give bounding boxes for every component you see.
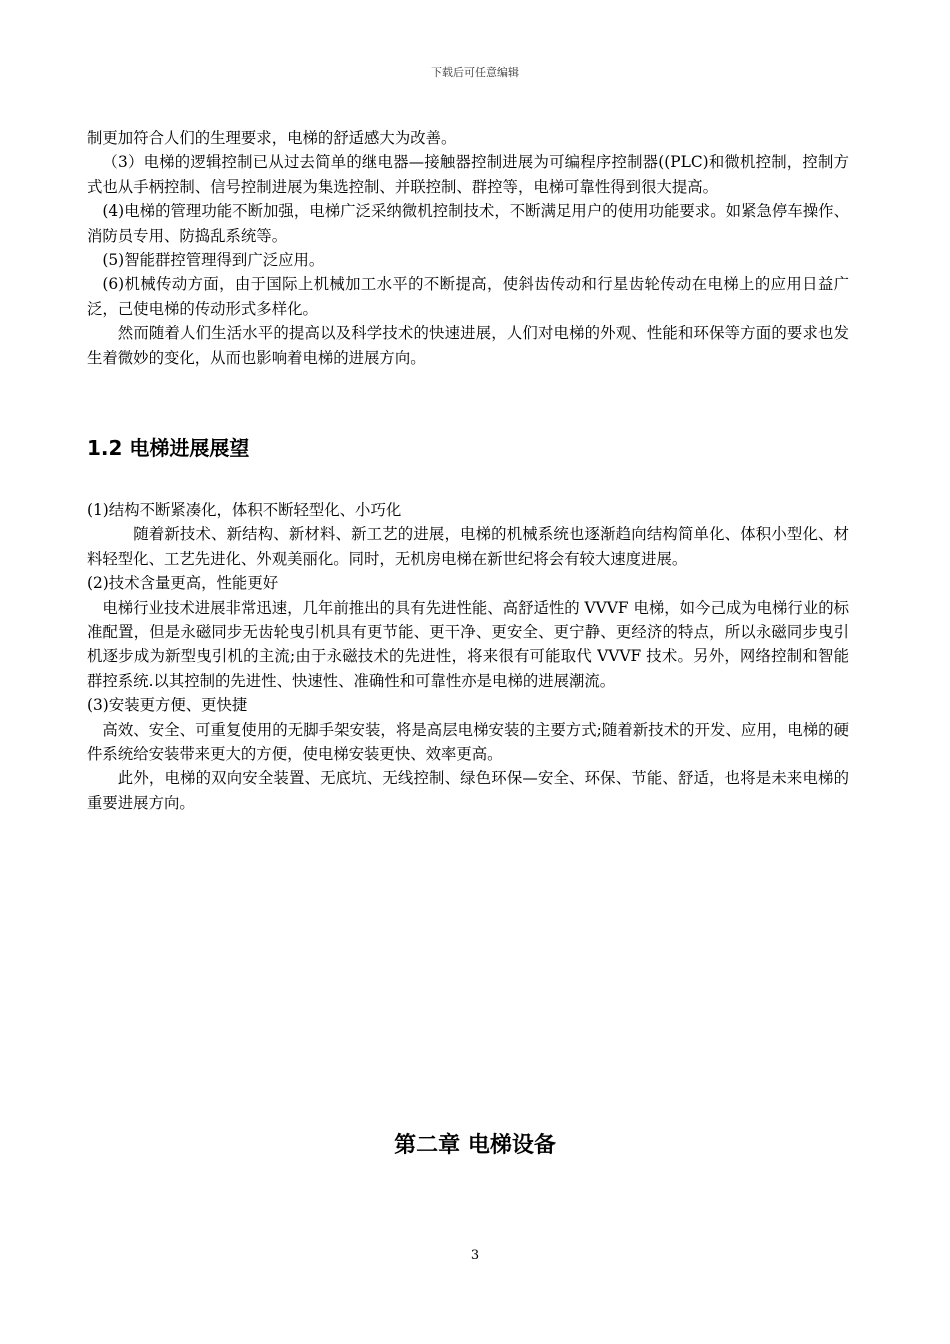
page-header: 下载后可任意编辑: [431, 66, 519, 79]
page-number: 3: [470, 1248, 480, 1263]
paragraph: (4)电梯的管理功能不断加强，电梯广泛采纳微机控制技术，不断满足用户的使用功能要求。如紧急停车操作、消防员专用、防捣乱系统等。: [87, 202, 849, 245]
section-1-body: [87, 126, 849, 370]
paragraph: 然而随着人们生活水平的提高以及科学技术的快速进展，人们对电梯的外观、性能和环保等方面的要求也发生着微妙的变化，从而也影响着电梯的进展方向。: [87, 324, 849, 367]
paragraph: 高效、安全、可重复使用的无脚手架安装，将是高层电梯安装的主要方式;随着新技术的开发、应用，电梯的硬件系统给安装带来更大的方便，使电梯安装更快、效率更高。: [87, 720, 849, 764]
paragraph: 制更加符合人们的生理要求，电梯的舒适感大为改善。: [87, 129, 457, 147]
paragraph: (2)技术含量更高，性能更好: [87, 574, 279, 593]
paragraph: (1)结构不断紧凑化，体积不断轻型化、小巧化: [87, 501, 402, 519]
section-heading: 1.2 电梯进展展望: [87, 436, 250, 460]
paragraph: (6)机械传动方面，由于国际上机械加工水平的不断提高，使斜齿传动和行星齿轮传动在电梯上的应用日益广泛，己使电梯的传动形式多样化。: [87, 275, 849, 318]
paragraph: （3）电梯的逻辑控制已从过去简单的继电器—接触器控制进展为可编程序控制器((PLC)和微机控制，控制方式也从手柄控制、信号控制进展为集选控制、并联控制、群控等，电梯可靠性得到很大提高。: [87, 153, 849, 196]
paragraph: 此外，电梯的双向安全装置、无底坑、无线控制、绿色环保—安全、环保、节能、舒适，也将是未来电梯的重要进展方向。: [87, 769, 849, 812]
chapter-title: 第二章 电梯设备: [394, 1133, 556, 1158]
paragraph: 电梯行业技术进展非常迅速，几年前推出的具有先进性能、高舒适性的 VVVF 电梯，如今己成为电梯行业的标准配置，但是永磁同步无齿轮曳引机具有更节能、更干净、更安全、更宁静、更经济的特点，所以永磁同步曳引机逐步成为新型曳引机的主流;由于永磁技术的先进性，将来很有可能取代 VVVF 技术。另外，网络控制和智能群控系统.以其控制的先进性、快速性、准确性和可靠性亦是电梯的进展潮流。: [87, 598, 849, 690]
paragraph: (3)安装更方便、更快捷: [87, 696, 248, 715]
paragraph: (5)智能群控管理得到广泛应用。: [102, 251, 325, 270]
section-2-body: [87, 498, 849, 815]
paragraph: 随着新技术、新结构、新材料、新工艺的进展，电梯的机械系统也逐渐趋向结构简单化、体积小型化、材料轻型化、工艺先进化、外观美丽化。同时，无机房电梯在新世纪将会有较大速度进展。: [87, 525, 849, 568]
